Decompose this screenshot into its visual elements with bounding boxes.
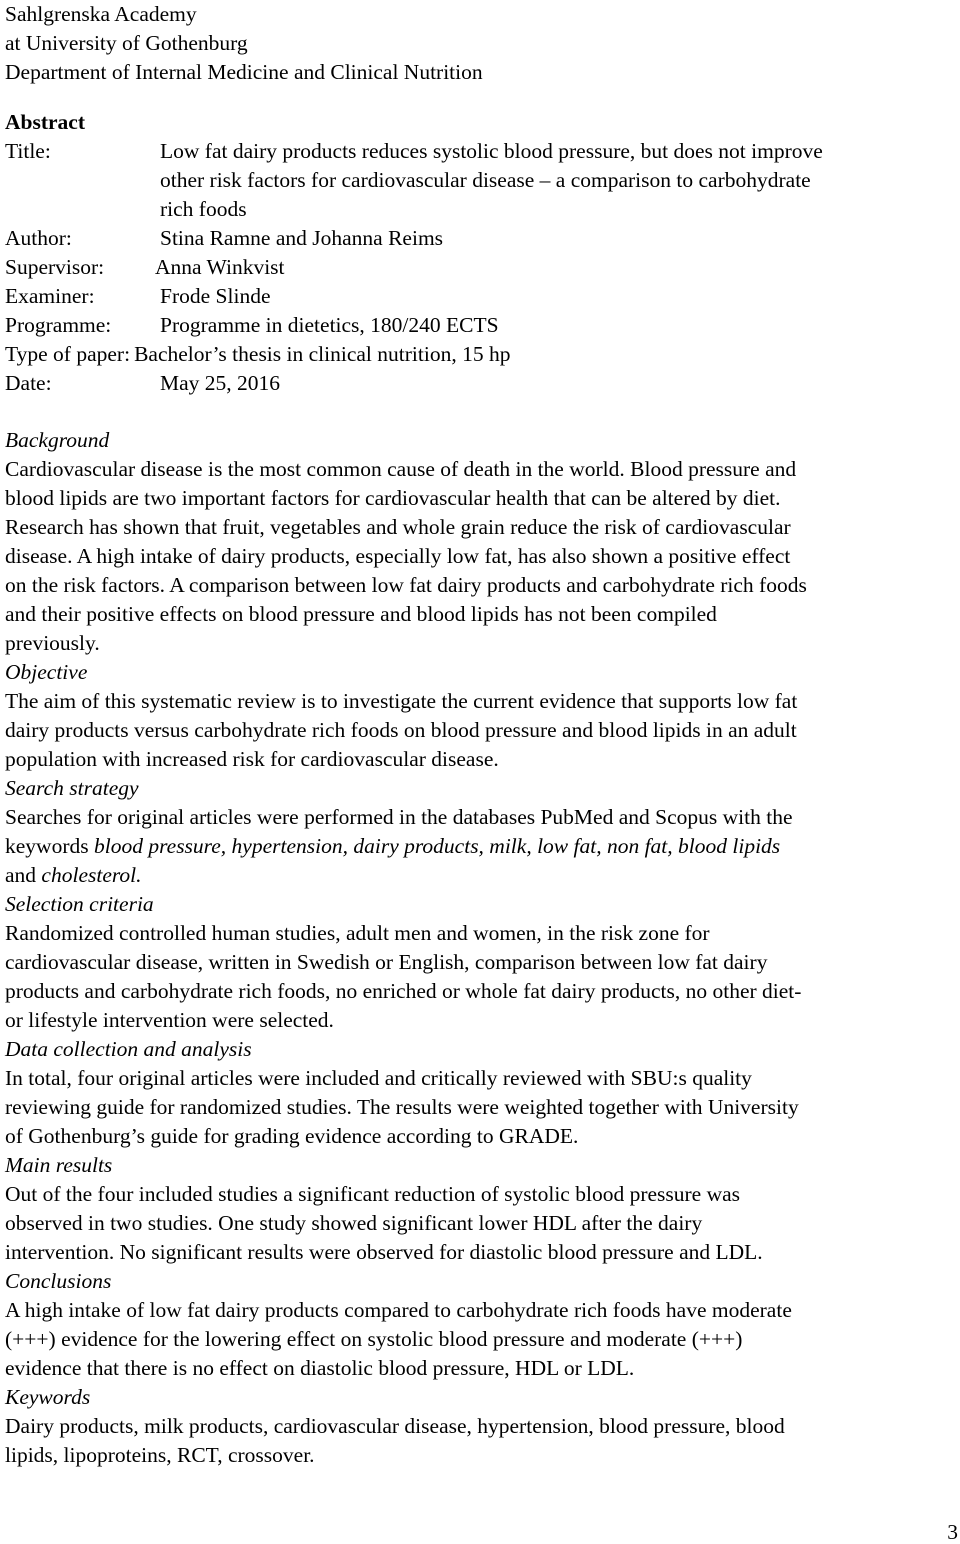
- search-keywords-prefix: keywords: [5, 834, 94, 858]
- paper-type-label: Type of paper:: [5, 342, 131, 366]
- conclusions-line: evidence that there is no effect on diastolic blood pressure, HDL or LDL.: [5, 1356, 635, 1380]
- institution-department: Department of Internal Medicine and Clinical Nutrition: [5, 60, 483, 84]
- search-strategy-section: [5, 774, 955, 890]
- title-row: [5, 137, 955, 224]
- data-collection-line: reviewing guide for randomized studies. The results were weighted together with University: [5, 1095, 799, 1119]
- objective-heading: Objective: [5, 660, 88, 684]
- selection-criteria-line: cardiovascular disease, written in Swedish or English, comparison between low fat dairy: [5, 950, 768, 974]
- programme-label: Programme:: [5, 313, 112, 337]
- search-keywords-list: blood pressure, hypertension, dairy products, milk, low fat, non fat, blood lipids: [93, 834, 781, 858]
- selection-criteria-line: products and carbohydrate rich foods, no enriched or whole fat dairy products, no other diet-: [5, 979, 802, 1003]
- title-line: other risk factors for cardiovascular disease – a comparison to carbohydrate: [160, 168, 811, 192]
- examiner-row: [5, 282, 955, 311]
- paper-type-value: Bachelor’s thesis in clinical nutrition, 15 hp: [134, 342, 511, 366]
- search-strategy-line: [5, 861, 955, 890]
- main-results-section: [5, 1151, 955, 1267]
- search-keywords-list: cholesterol.: [41, 863, 142, 887]
- background-line: Research has shown that fruit, vegetables and whole grain reduce the risk of cardiovascular: [5, 515, 791, 539]
- date-label: Date:: [5, 371, 52, 395]
- keywords-heading: Keywords: [5, 1385, 91, 1409]
- supervisor-row: [5, 253, 955, 282]
- data-collection-heading: Data collection and analysis: [5, 1037, 252, 1061]
- abstract-sections: [5, 426, 955, 1470]
- search-strategy-heading: Search strategy: [5, 776, 139, 800]
- title-value: [160, 137, 955, 224]
- supervisor-label: Supervisor:: [5, 255, 105, 279]
- background-line: blood lipids are two important factors for cardiovascular health that can be altered by diet.: [5, 486, 781, 510]
- main-results-line: observed in two studies. One study showed significant lower HDL after the dairy: [5, 1211, 703, 1235]
- selection-criteria-section: [5, 890, 955, 1035]
- document-page: [5, 0, 955, 1470]
- background-line: Cardiovascular disease is the most common cause of death in the world. Blood pressure and: [5, 457, 797, 481]
- keywords-section: [5, 1383, 955, 1470]
- selection-criteria-heading: Selection criteria: [5, 892, 154, 916]
- objective-line: dairy products versus carbohydrate rich foods on blood pressure and blood lipids in an adult: [5, 718, 797, 742]
- conclusions-line: A high intake of low fat dairy products compared to carbohydrate rich foods have moderate: [5, 1298, 792, 1322]
- examiner-label: Examiner:: [5, 284, 95, 308]
- objective-line: population with increased risk for cardiovascular disease.: [5, 747, 499, 771]
- main-results-heading: Main results: [5, 1153, 113, 1177]
- search-keywords-prefix: and: [5, 863, 42, 887]
- supervisor-value: Anna Winkvist: [155, 255, 285, 279]
- abstract-heading: Abstract: [5, 110, 86, 134]
- objective-section: [5, 658, 955, 774]
- background-line: disease. A high intake of dairy products, especially low fat, has also shown a positive effect: [5, 544, 791, 568]
- conclusions-heading: Conclusions: [5, 1269, 112, 1293]
- date-row: [5, 369, 955, 398]
- main-results-line: Out of the four included studies a significant reduction of systolic blood pressure was: [5, 1182, 741, 1206]
- background-section: [5, 426, 955, 658]
- background-line: on the risk factors. A comparison between low fat dairy products and carbohydrate rich foods: [5, 573, 807, 597]
- paper-type-row: [5, 340, 955, 369]
- conclusions-section: [5, 1267, 955, 1383]
- background-line: and their positive effects on blood pressure and blood lipids has not been compiled: [5, 602, 717, 626]
- programme-row: [5, 311, 955, 340]
- examiner-value: Frode Slinde: [160, 284, 271, 308]
- keywords-line: Dairy products, milk products, cardiovascular disease, hypertension, blood pressure, blood: [5, 1414, 785, 1438]
- institution-university: at University of Gothenburg: [5, 31, 248, 55]
- title-line: rich foods: [160, 197, 247, 221]
- programme-value: Programme in dietetics, 180/240 ECTS: [160, 313, 499, 337]
- objective-line: The aim of this systematic review is to investigate the current evidence that supports low fat: [5, 689, 798, 713]
- search-strategy-line: Searches for original articles were performed in the databases PubMed and Scopus with the: [5, 805, 793, 829]
- title-line: Low fat dairy products reduces systolic blood pressure, but does not improve: [160, 139, 823, 163]
- author-value: Stina Ramne and Johanna Reims: [160, 226, 444, 250]
- page-number: 3: [947, 1520, 958, 1544]
- data-collection-section: [5, 1035, 955, 1151]
- data-collection-line: of Gothenburg’s guide for grading evidence according to GRADE.: [5, 1124, 579, 1148]
- search-strategy-line: [5, 832, 955, 861]
- keywords-line: lipids, lipoproteins, RCT, crossover.: [5, 1443, 315, 1467]
- selection-criteria-line: or lifestyle intervention were selected.: [5, 1008, 334, 1032]
- selection-criteria-line: Randomized controlled human studies, adult men and women, in the risk zone for: [5, 921, 710, 945]
- title-label: Title:: [5, 139, 51, 163]
- institution-header: [5, 0, 955, 87]
- author-row: [5, 224, 955, 253]
- conclusions-line: (+++) evidence for the lowering effect on systolic blood pressure and moderate (+++): [5, 1327, 743, 1351]
- author-label: Author:: [5, 226, 72, 250]
- institution-name: Sahlgrenska Academy: [5, 2, 197, 26]
- main-results-line: intervention. No significant results were observed for diastolic blood pressure and LDL.: [5, 1240, 763, 1264]
- background-line: previously.: [5, 631, 100, 655]
- background-heading: Background: [5, 428, 110, 452]
- data-collection-line: In total, four original articles were included and critically reviewed with SBU:s quality: [5, 1066, 752, 1090]
- date-value: May 25, 2016: [160, 371, 281, 395]
